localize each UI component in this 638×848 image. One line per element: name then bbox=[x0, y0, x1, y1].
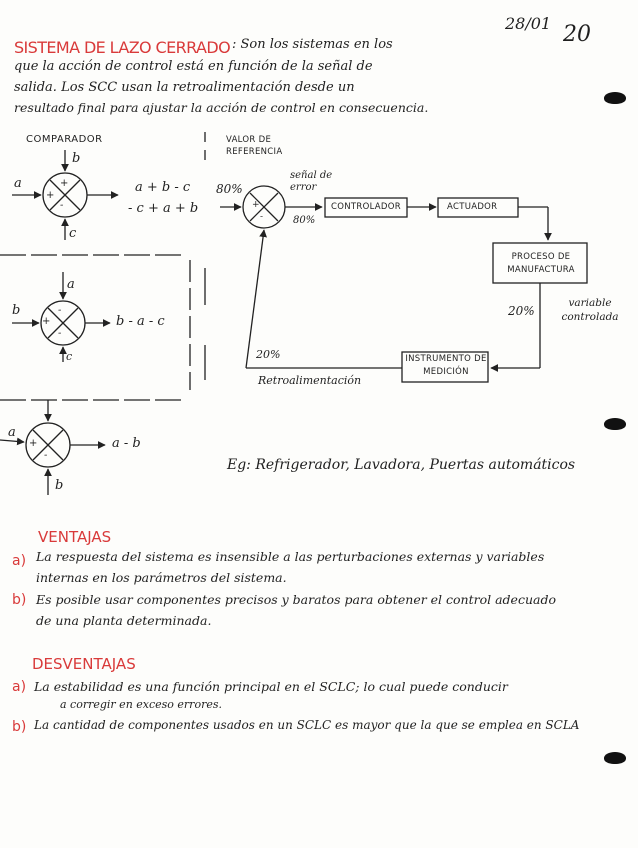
desventajas-b-line-1: La cantidad de componentes usados en un SCLC es mayor que la que se emplea en SCLA bbox=[34, 718, 580, 732]
examples-line: Eg: Refrigerador, Lavadora, Puertas automáticos bbox=[227, 457, 576, 473]
desventajas-a-line-1: La estabilidad es una función principal en el SCLC; lo cual puede conducir bbox=[34, 679, 508, 694]
error-value: 80% bbox=[293, 215, 316, 226]
comparator-heading: COMPARADOR bbox=[26, 134, 103, 145]
year: 20 bbox=[563, 22, 591, 47]
intro-line-3: salida. Los SCC usan la retroalimentación desde un bbox=[14, 80, 355, 95]
controlled-value: 20% bbox=[508, 304, 535, 318]
error-label: señal de error bbox=[290, 170, 333, 193]
c2-input-top: a bbox=[67, 277, 75, 292]
desventajas-a-line-2: a corregir en exceso errores. bbox=[60, 698, 222, 711]
desventajas-a-marker: a) bbox=[12, 679, 27, 695]
reference-label: VALOR DE REFERENCIA bbox=[226, 135, 283, 157]
feedback-value: 20% bbox=[256, 348, 281, 361]
feedback-label: Retroalimentación bbox=[258, 374, 362, 387]
c1-sign-left: + bbox=[46, 190, 55, 201]
c3-sign-bottom: - bbox=[44, 450, 48, 461]
actuator-block: ACTUADOR bbox=[447, 202, 498, 212]
c1-input-top: b bbox=[72, 151, 81, 166]
block-comparator-sign-minus: - bbox=[260, 212, 264, 222]
desventajas-heading: DESVENTAJAS bbox=[32, 655, 136, 673]
c2-sign-bottom: - bbox=[58, 328, 62, 339]
c1-input-bottom: c bbox=[69, 226, 77, 241]
intro-line-2: que la acción de control está en función de la señal de bbox=[14, 59, 373, 74]
c1-sign-top: + bbox=[60, 178, 69, 189]
c1-input-left: a bbox=[14, 176, 22, 191]
reference-value: 80% bbox=[216, 182, 243, 196]
c2-input-left: b bbox=[12, 303, 21, 318]
process-block: PROCESO DE MANUFACTURA bbox=[507, 252, 575, 275]
ventajas-a-line-2: internas en los parámetros del sistema. bbox=[36, 570, 287, 585]
block-comparator-sign-plus: + bbox=[252, 200, 260, 210]
ventajas-b-line-2: de una planta determinada. bbox=[36, 613, 212, 628]
c3-input-bottom: b bbox=[55, 478, 64, 493]
desventajas-b-marker: b) bbox=[12, 719, 27, 735]
controlled-label: variable controlada bbox=[561, 297, 619, 323]
c2-sign-top: - bbox=[58, 305, 62, 316]
c3-output: a - b bbox=[112, 436, 141, 451]
c3-sign-left: + bbox=[29, 438, 38, 449]
page-title: SISTEMA DE LAZO CERRADO bbox=[14, 38, 231, 57]
ventajas-heading: VENTAJAS bbox=[38, 528, 112, 546]
c2-input-bottom: c bbox=[66, 350, 73, 363]
c3-input-left: a bbox=[8, 425, 16, 440]
c1-sign-bottom: - bbox=[60, 200, 64, 211]
c2-output: b - a - c bbox=[116, 314, 165, 329]
c2-sign-left: + bbox=[42, 316, 51, 327]
ventajas-b-line-1: Es posible usar componentes precisos y baratos para obtener el control adecuado bbox=[36, 592, 556, 607]
ventajas-b-marker: b) bbox=[12, 592, 27, 608]
intro-line-4: resultado final para ajustar la acción de control en consecuencia. bbox=[14, 100, 429, 115]
ventajas-a-marker: a) bbox=[12, 553, 27, 569]
c1-output-2: - c + a + b bbox=[128, 201, 199, 216]
date: 28/01 bbox=[505, 14, 552, 33]
ventajas-a-line-1: La respuesta del sistema es insensible a las perturbaciones externas y variables bbox=[36, 549, 545, 564]
intro-line-1: : Son los sistemas en los bbox=[232, 37, 393, 52]
c1-output-1: a + b - c bbox=[135, 180, 191, 195]
controller-block: CONTROLADOR bbox=[331, 202, 401, 212]
measurement-block: INSTRUMENTO DE MEDICIÓN bbox=[405, 354, 487, 377]
